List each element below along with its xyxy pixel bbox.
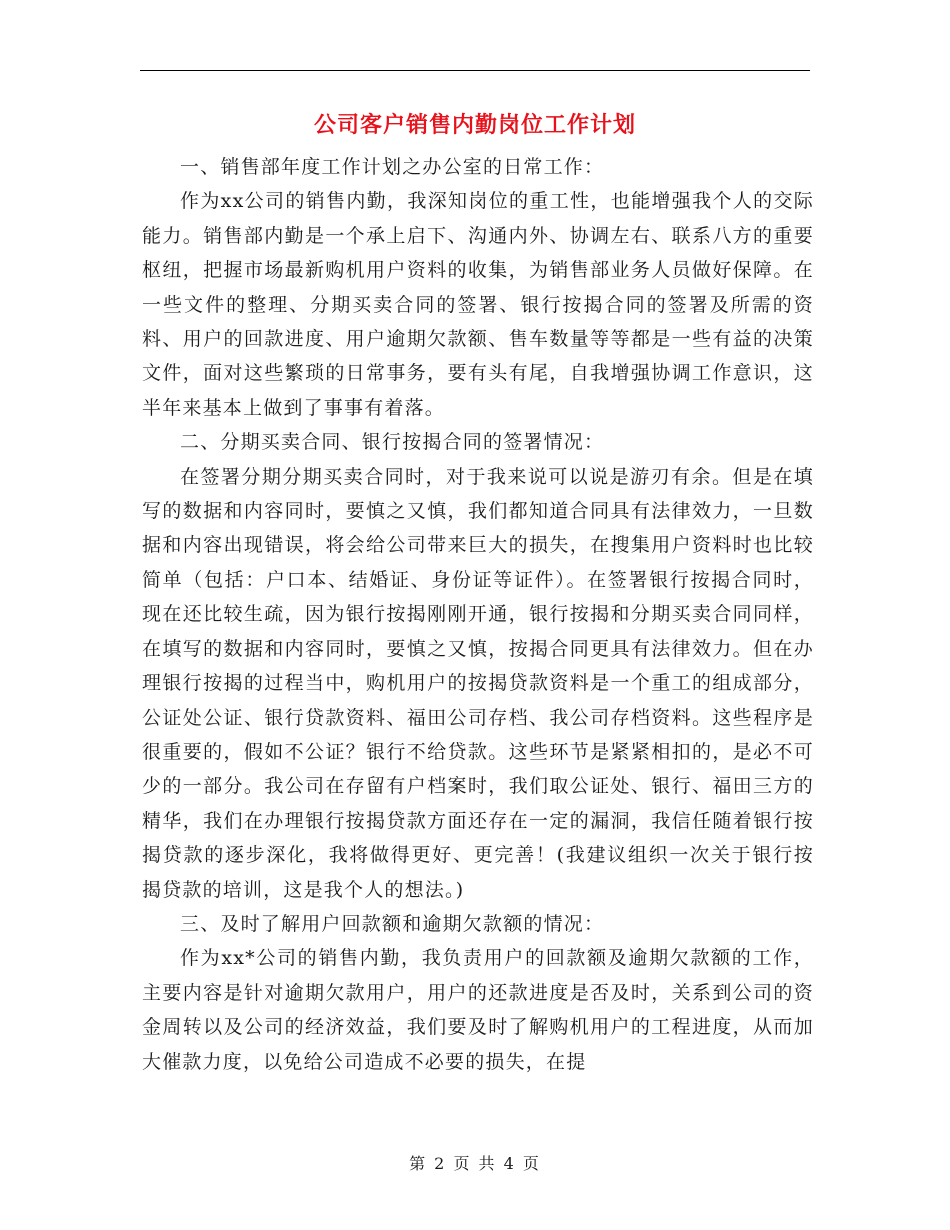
paragraph-3: 作为xx*公司的销售内勤，我负责用户的回款额及逾期欠款额的工作，主要内容是针对逾期欠款用户，用户的还款进度是否及时，关系到公司的资金周转以及公司的经济效益，我们要及时了解购机用户的工程进度，从而加大催款力度，以免给公司造成不必要的损失，在提 xyxy=(142,947,814,1073)
header-rule xyxy=(140,70,810,71)
paragraph-1: 作为xx公司的销售内勤，我深知岗位的重工性，也能增强我个人的交际能力。销售部内勤是一个承上启下、沟通内外、协调左右、联系八方的重要枢纽，把握市场最新购机用户资料的收集，为销售部业务人员做好保障。在一些文件的整理、分期买卖合同的签署、银行按揭合同的签署及所需的资料、用户的回款进度、用户逾期欠款额、售车数量等等都是一些有益的决策文件，面对这些繁琐的日常事务，要有头有尾，自我增强协调工作意识，这半年来基本上做到了事事有着落。 xyxy=(142,190,814,419)
document-body xyxy=(142,150,814,1079)
page-footer: 第 2 页 共 4 页 xyxy=(409,1154,541,1173)
section-heading-2: 二、分期买卖合同、银行按揭合同的签署情况： xyxy=(180,431,605,454)
paragraph-2: 在签署分期分期买卖合同时，对于我来说可以说是游刃有余。但是在填写的数据和内容同时，要慎之又慎，我们都知道合同具有法律效力，一旦数据和内容出现错误，将会给公司带来巨大的损失，在搜集用户资料时也比较简单（包括：户口本、结婚证、身份证等证件）。在签署银行按揭合同时，现在还比较生疏，因为银行按揭刚刚开通，银行按揭和分期买卖合同同样，在填写的数据和内容同时，要慎之又慎，按揭合同更具有法律效力。但在办理银行按揭的过程当中，购机用户的按揭贷款资料是一个重工的组成部分，公证处公证、银行贷款资料、福田公司存档、我公司存档资料。这些程序是很重要的，假如不公证？银行不给贷款。这些环节是紧紧相扣的，是必不可少的一部分。我公司在存留有户档案时，我们取公证处、银行、福田三方的精华，我们在办理银行按揭贷款方面还存在一定的漏洞，我信任随着银行按揭贷款的逐步深化，我将做得更好、更完善！(我建议组织一次关于银行按揭贷款的培训，这是我个人的想法。) xyxy=(142,465,814,901)
section-heading-3: 三、及时了解用户回款额和逾期欠款额的情况： xyxy=(180,912,605,935)
document-title: 公司客户销售内勤岗位工作计划 xyxy=(313,112,636,138)
section-heading-1: 一、销售部年度工作计划之办公室的日常工作： xyxy=(180,156,605,178)
